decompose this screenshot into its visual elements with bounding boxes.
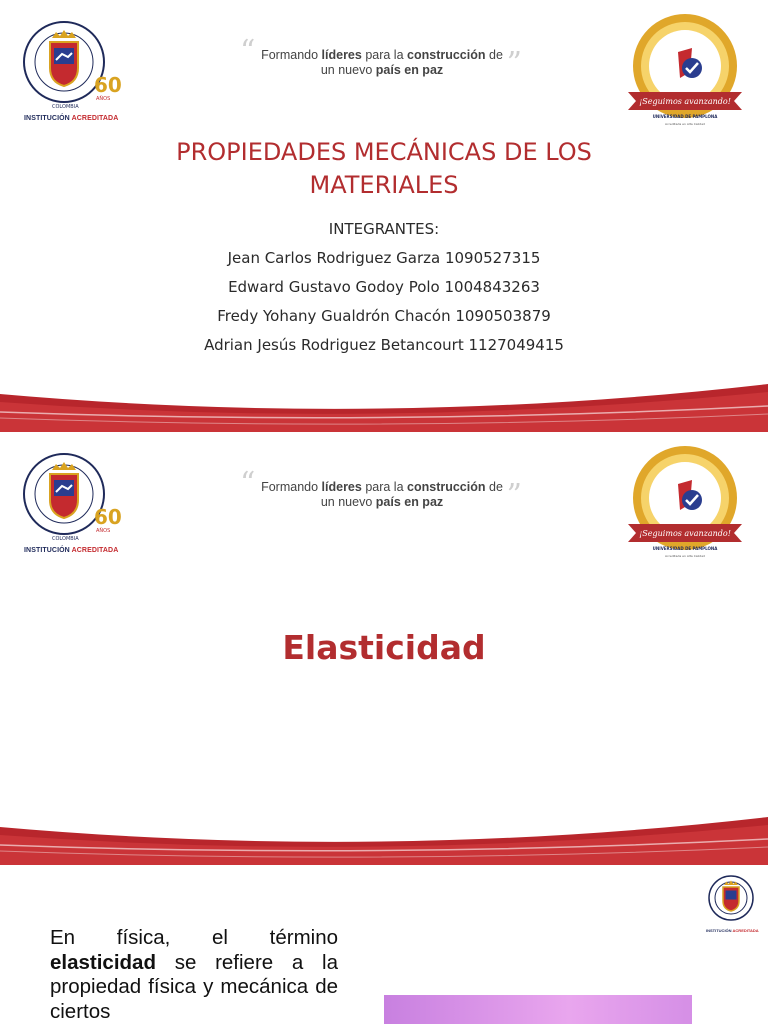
footer-wave [0,380,768,432]
svg-text:¡Seguimos avanzando!: ¡Seguimos avanzando! [639,529,731,538]
svg-text:60: 60 [94,505,122,529]
presentation-title: PROPIEDADES MECÁNICAS DE LOS MATERIALES [176,138,592,199]
members-heading: INTEGRANTES: [328,220,440,238]
member-item: Fredy Yohany Gualdrón Chacón 1090503879 [217,307,551,325]
svg-text:COLOMBIA: COLOMBIA [52,104,79,110]
svg-text:Acreditada en Alta Calidad: Acreditada en Alta Calidad [665,122,705,126]
definition-paragraph: En física, el término elasticidad se refiere a la propiedad física y mecánica de ciertos [50,926,338,1023]
footer-wave [0,813,768,865]
accreditation-seal [622,444,748,562]
motto [240,466,522,513]
university-logo [22,446,122,558]
open-quote-icon: “ [240,466,256,501]
title-slide [0,0,768,432]
motto-line-1: Formando líderes para la construcción de [261,48,503,62]
motto [240,34,522,81]
motto-line-2: un nuevo país en paz [320,63,444,77]
content-slide [0,866,768,1024]
svg-text:AÑOS: AÑOS [96,528,111,534]
university-logo [22,14,122,126]
member-item: Jean Carlos Rodriguez Garza 1090527315 [227,249,541,267]
institution-accredited-label: INSTITUCIÓN ACREDITADA [706,928,759,933]
svg-text:Acreditada en Alta Calidad: Acreditada en Alta Calidad [665,554,705,558]
svg-text:COLOMBIA: COLOMBIA [52,536,79,542]
open-quote-icon: “ [240,34,256,69]
motto-line-2: un nuevo país en paz [320,495,444,509]
accreditation-seal [622,12,748,130]
illustration-image [384,995,692,1024]
svg-text:AÑOS: AÑOS [96,96,111,102]
university-logo-small [706,872,756,928]
close-quote-icon: ” [506,478,522,513]
close-quote-icon: ” [506,46,522,81]
svg-text:UNIVERSIDAD DE PAMPLONA: UNIVERSIDAD DE PAMPLONA [652,114,718,119]
section-slide [0,432,768,865]
svg-text:UNIVERSIDAD DE PAMPLONA: UNIVERSIDAD DE PAMPLONA [652,546,718,551]
svg-text:¡Seguimos avanzando!: ¡Seguimos avanzando! [639,97,731,106]
members-list [100,215,668,360]
institution-accredited-label: INSTITUCIÓN ACREDITADA [24,547,119,554]
member-item: Adrian Jesús Rodriguez Betancourt 1127049415 [204,336,564,354]
svg-text:60: 60 [94,73,122,97]
institution-accredited-label: INSTITUCIÓN ACREDITADA [24,115,119,122]
section-heading: Elasticidad [282,628,486,667]
motto-line-1: Formando líderes para la construcción de [261,480,503,494]
member-item: Edward Gustavo Godoy Polo 1004843263 [228,278,540,296]
